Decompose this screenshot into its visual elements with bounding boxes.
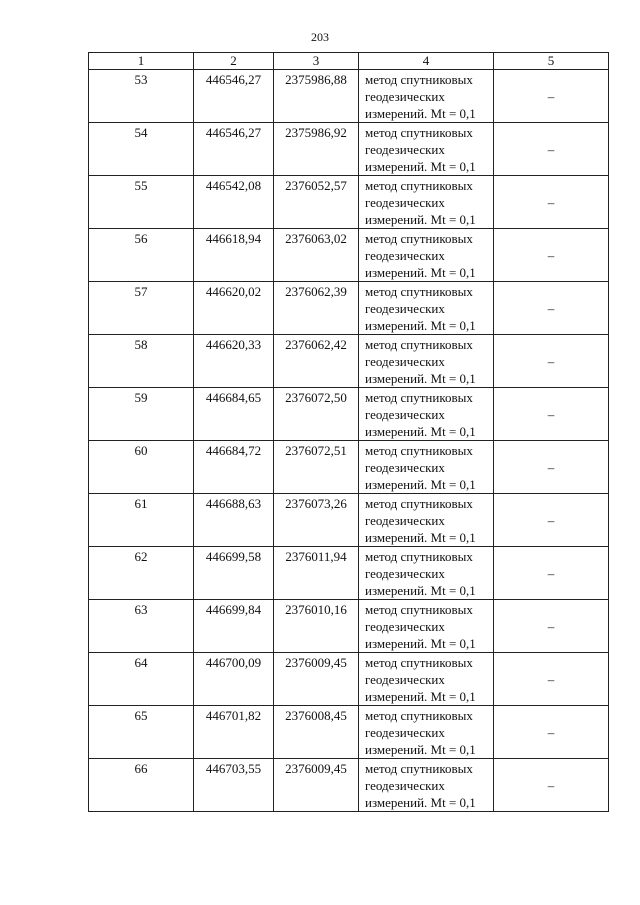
method-cell [359,706,494,759]
method-cell [359,176,494,229]
method-cell [359,388,494,441]
note-cell: – [494,388,609,441]
y-coordinate-cell: 2376052,57 [274,176,359,229]
table-row [89,547,609,600]
coordinates-table [88,52,609,812]
table-row [89,388,609,441]
y-coordinate-cell: 2376010,16 [274,600,359,653]
method-line-3: измерений. Mt = 0,1 [365,318,476,333]
method-line-1: метод спутниковых [365,72,473,87]
method-line-2: геодезических [365,354,445,369]
note-cell: – [494,441,609,494]
point-number-cell: 64 [89,653,194,706]
x-coordinate-cell: 446699,58 [194,547,274,600]
note-cell: – [494,653,609,706]
y-coordinate-cell: 2376063,02 [274,229,359,282]
method-line-3: измерений. Mt = 0,1 [365,212,476,227]
x-coordinate-cell: 446546,27 [194,123,274,176]
method-cell [359,123,494,176]
table-row [89,176,609,229]
note-cell: – [494,176,609,229]
x-coordinate-cell: 446700,09 [194,653,274,706]
method-line-1: метод спутниковых [365,390,473,405]
y-coordinate-cell: 2376011,94 [274,547,359,600]
method-line-1: метод спутниковых [365,708,473,723]
y-coordinate-cell: 2376072,51 [274,441,359,494]
y-coordinate-cell: 2376008,45 [274,706,359,759]
method-line-2: геодезических [365,513,445,528]
method-line-1: метод спутниковых [365,655,473,670]
point-number-cell: 58 [89,335,194,388]
method-line-1: метод спутниковых [365,178,473,193]
method-cell [359,759,494,812]
note-cell: – [494,335,609,388]
method-cell [359,335,494,388]
method-line-3: измерений. Mt = 0,1 [365,530,476,545]
note-cell: – [494,229,609,282]
method-line-2: геодезических [365,460,445,475]
point-number-cell: 65 [89,706,194,759]
method-line-2: геодезических [365,778,445,793]
method-cell [359,70,494,123]
table-row [89,282,609,335]
note-cell: – [494,600,609,653]
method-line-2: геодезических [365,407,445,422]
note-cell: – [494,759,609,812]
note-cell: – [494,494,609,547]
x-coordinate-cell: 446620,33 [194,335,274,388]
y-coordinate-cell: 2376009,45 [274,653,359,706]
method-line-1: метод спутниковых [365,496,473,511]
x-coordinate-cell: 446618,94 [194,229,274,282]
method-line-2: геодезических [365,301,445,316]
method-line-2: геодезических [365,248,445,263]
method-line-3: измерений. Mt = 0,1 [365,106,476,121]
method-line-3: измерений. Mt = 0,1 [365,689,476,704]
point-number-cell: 59 [89,388,194,441]
y-coordinate-cell: 2375986,92 [274,123,359,176]
method-line-1: метод спутниковых [365,125,473,140]
method-cell [359,653,494,706]
method-line-3: измерений. Mt = 0,1 [365,636,476,651]
x-coordinate-cell: 446699,84 [194,600,274,653]
table-row [89,123,609,176]
method-line-3: измерений. Mt = 0,1 [365,742,476,757]
x-coordinate-cell: 446684,72 [194,441,274,494]
method-line-2: геодезических [365,566,445,581]
note-cell: – [494,282,609,335]
x-coordinate-cell: 446701,82 [194,706,274,759]
y-coordinate-cell: 2376062,42 [274,335,359,388]
x-coordinate-cell: 446684,65 [194,388,274,441]
note-cell: – [494,547,609,600]
y-coordinate-cell: 2376062,39 [274,282,359,335]
point-number-cell: 62 [89,547,194,600]
method-line-3: измерений. Mt = 0,1 [365,795,476,810]
table-body [89,70,609,812]
method-line-3: измерений. Mt = 0,1 [365,583,476,598]
point-number-cell: 54 [89,123,194,176]
header-cell-4: 4 [359,53,494,70]
method-line-1: метод спутниковых [365,602,473,617]
method-line-3: измерений. Mt = 0,1 [365,477,476,492]
page-number: 203 [311,30,329,44]
y-coordinate-cell: 2376073,26 [274,494,359,547]
method-line-1: метод спутниковых [365,231,473,246]
note-cell: – [494,70,609,123]
header-row [89,53,609,70]
method-line-3: измерений. Mt = 0,1 [365,159,476,174]
method-line-3: измерений. Mt = 0,1 [365,265,476,280]
point-number-cell: 57 [89,282,194,335]
method-cell [359,494,494,547]
x-coordinate-cell: 446688,63 [194,494,274,547]
y-coordinate-cell: 2375986,88 [274,70,359,123]
table-row [89,70,609,123]
method-line-3: измерений. Mt = 0,1 [365,424,476,439]
method-line-2: геодезических [365,89,445,104]
table-row [89,653,609,706]
method-line-1: метод спутниковых [365,549,473,564]
method-cell [359,600,494,653]
y-coordinate-cell: 2376072,50 [274,388,359,441]
table-row [89,759,609,812]
note-cell: – [494,706,609,759]
header-cell-1: 1 [89,53,194,70]
method-cell [359,547,494,600]
method-cell [359,282,494,335]
x-coordinate-cell: 446546,27 [194,70,274,123]
method-line-2: геодезических [365,672,445,687]
y-coordinate-cell: 2376009,45 [274,759,359,812]
point-number-cell: 63 [89,600,194,653]
table-header [89,53,609,70]
point-number-cell: 61 [89,494,194,547]
table-row [89,441,609,494]
table-row [89,335,609,388]
point-number-cell: 55 [89,176,194,229]
method-line-1: метод спутниковых [365,337,473,352]
point-number-cell: 66 [89,759,194,812]
table-row [89,229,609,282]
header-cell-2: 2 [194,53,274,70]
method-line-2: геодезических [365,142,445,157]
header-cell-5: 5 [494,53,609,70]
x-coordinate-cell: 446542,08 [194,176,274,229]
method-cell [359,441,494,494]
table-row [89,494,609,547]
method-cell [359,229,494,282]
method-line-1: метод спутниковых [365,761,473,776]
method-line-2: геодезических [365,195,445,210]
x-coordinate-cell: 446620,02 [194,282,274,335]
point-number-cell: 56 [89,229,194,282]
method-line-1: метод спутниковых [365,443,473,458]
method-line-1: метод спутниковых [365,284,473,299]
method-line-2: геодезических [365,725,445,740]
table-row [89,706,609,759]
note-cell: – [494,123,609,176]
point-number-cell: 53 [89,70,194,123]
header-cell-3: 3 [274,53,359,70]
method-line-2: геодезических [365,619,445,634]
x-coordinate-cell: 446703,55 [194,759,274,812]
method-line-3: измерений. Mt = 0,1 [365,371,476,386]
table-row [89,600,609,653]
point-number-cell: 60 [89,441,194,494]
